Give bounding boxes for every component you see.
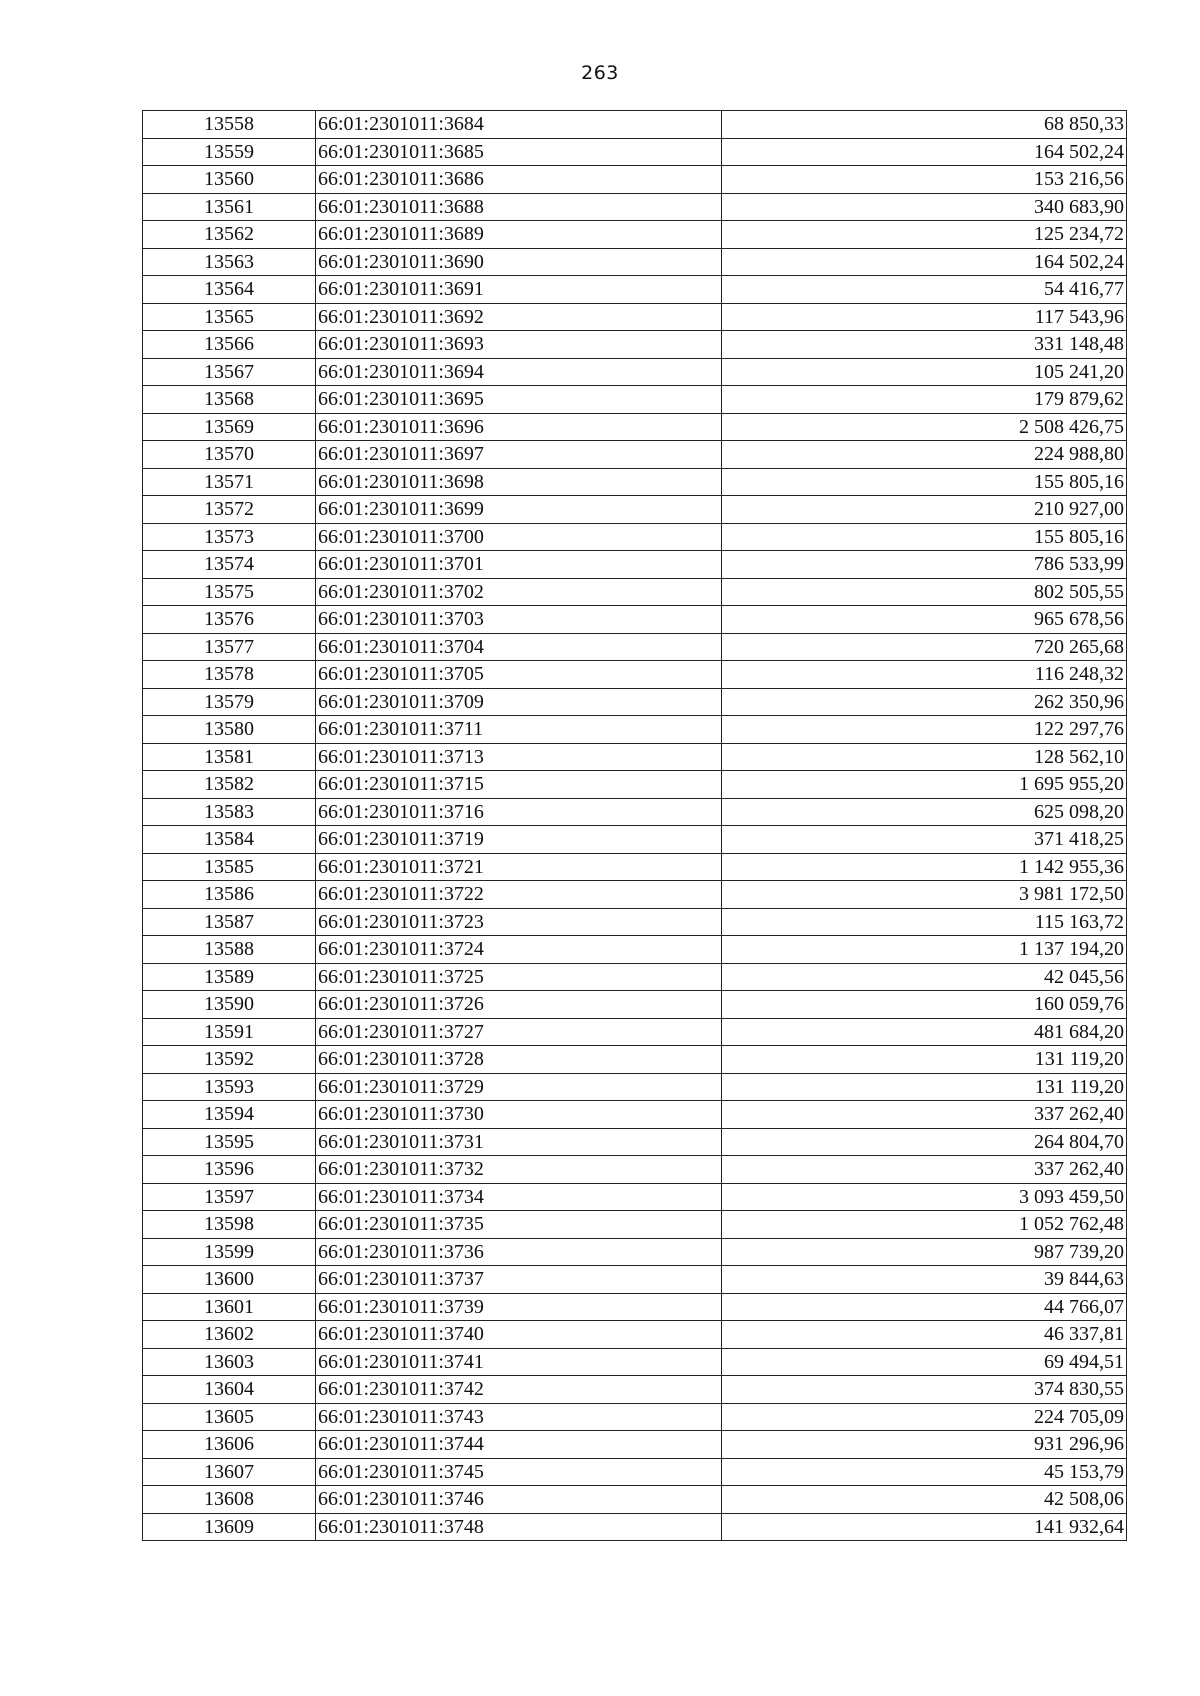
cadastral-number-cell: 66:01:2301011:3748 (316, 1513, 722, 1541)
table-row (143, 551, 1127, 579)
table-row (143, 1376, 1127, 1404)
table-row (143, 1211, 1127, 1239)
table-row (143, 743, 1127, 771)
cadastral-value-cell: 54 416,77 (722, 276, 1127, 304)
table-row (143, 633, 1127, 661)
row-number-cell: 13604 (143, 1376, 316, 1404)
table-row (143, 1073, 1127, 1101)
cadastral-number-cell: 66:01:2301011:3711 (316, 716, 722, 744)
cadastral-number-cell: 66:01:2301011:3701 (316, 551, 722, 579)
cadastral-value-cell: 625 098,20 (722, 798, 1127, 826)
table-row (143, 1183, 1127, 1211)
cadastral-value-cell: 44 766,07 (722, 1293, 1127, 1321)
cadastral-number-cell: 66:01:2301011:3704 (316, 633, 722, 661)
row-number-cell: 13562 (143, 221, 316, 249)
row-number-cell: 13558 (143, 111, 316, 139)
cadastral-value-cell: 39 844,63 (722, 1266, 1127, 1294)
cadastral-number-cell: 66:01:2301011:3723 (316, 908, 722, 936)
table-row (143, 881, 1127, 909)
table-row (143, 1238, 1127, 1266)
row-number-cell: 13574 (143, 551, 316, 579)
cadastral-number-cell: 66:01:2301011:3739 (316, 1293, 722, 1321)
cadastral-number-cell: 66:01:2301011:3705 (316, 661, 722, 689)
cadastral-value-cell: 224 988,80 (722, 441, 1127, 469)
page-number: 263 (581, 62, 619, 84)
cadastral-number-cell: 66:01:2301011:3743 (316, 1403, 722, 1431)
cadastral-value-cell: 965 678,56 (722, 606, 1127, 634)
table-row (143, 303, 1127, 331)
row-number-cell: 13560 (143, 166, 316, 194)
row-number-cell: 13595 (143, 1128, 316, 1156)
row-number-cell: 13585 (143, 853, 316, 881)
cadastral-value-cell: 3 981 172,50 (722, 881, 1127, 909)
table-row (143, 798, 1127, 826)
cadastral-value-cell: 3 093 459,50 (722, 1183, 1127, 1211)
cadastral-value-cell: 155 805,16 (722, 468, 1127, 496)
row-number-cell: 13596 (143, 1156, 316, 1184)
cadastral-value-cell: 264 804,70 (722, 1128, 1127, 1156)
table-row (143, 606, 1127, 634)
table-body (143, 111, 1127, 1541)
cadastral-number-cell: 66:01:2301011:3745 (316, 1458, 722, 1486)
cadastral-value-cell: 481 684,20 (722, 1018, 1127, 1046)
row-number-cell: 13602 (143, 1321, 316, 1349)
cadastral-value-cell: 42 045,56 (722, 963, 1127, 991)
row-number-cell: 13591 (143, 1018, 316, 1046)
row-number-cell: 13590 (143, 991, 316, 1019)
table-row (143, 1293, 1127, 1321)
table-row (143, 1513, 1127, 1541)
cadastral-number-cell: 66:01:2301011:3692 (316, 303, 722, 331)
row-number-cell: 13601 (143, 1293, 316, 1321)
cadastral-number-cell: 66:01:2301011:3737 (316, 1266, 722, 1294)
row-number-cell: 13594 (143, 1101, 316, 1129)
table-row (143, 853, 1127, 881)
row-number-cell: 13584 (143, 826, 316, 854)
row-number-cell: 13592 (143, 1046, 316, 1074)
table-row (143, 826, 1127, 854)
row-number-cell: 13579 (143, 688, 316, 716)
cadastral-value-cell: 160 059,76 (722, 991, 1127, 1019)
row-number-cell: 13578 (143, 661, 316, 689)
cadastral-number-cell: 66:01:2301011:3686 (316, 166, 722, 194)
table-row (143, 771, 1127, 799)
cadastral-value-cell: 224 705,09 (722, 1403, 1127, 1431)
table-row (143, 496, 1127, 524)
cadastral-value-cell: 337 262,40 (722, 1101, 1127, 1129)
cadastral-number-cell: 66:01:2301011:3728 (316, 1046, 722, 1074)
row-number-cell: 13565 (143, 303, 316, 331)
cadastral-number-cell: 66:01:2301011:3716 (316, 798, 722, 826)
table-row (143, 1101, 1127, 1129)
table-row (143, 331, 1127, 359)
row-number-cell: 13567 (143, 358, 316, 386)
table-row (143, 1266, 1127, 1294)
cadastral-value-cell: 786 533,99 (722, 551, 1127, 579)
cadastral-number-cell: 66:01:2301011:3693 (316, 331, 722, 359)
cadastral-value-cell: 42 508,06 (722, 1486, 1127, 1514)
row-number-cell: 13598 (143, 1211, 316, 1239)
row-number-cell: 13587 (143, 908, 316, 936)
cadastral-number-cell: 66:01:2301011:3689 (316, 221, 722, 249)
row-number-cell: 13573 (143, 523, 316, 551)
table-row (143, 221, 1127, 249)
cadastral-value-cell: 164 502,24 (722, 138, 1127, 166)
table-row (143, 661, 1127, 689)
table-row (143, 386, 1127, 414)
cadastral-number-cell: 66:01:2301011:3695 (316, 386, 722, 414)
cadastral-value-cell: 115 163,72 (722, 908, 1127, 936)
cadastral-value-cell: 2 508 426,75 (722, 413, 1127, 441)
cadastral-value-cell: 45 153,79 (722, 1458, 1127, 1486)
row-number-cell: 13607 (143, 1458, 316, 1486)
table-row (143, 468, 1127, 496)
table-row (143, 138, 1127, 166)
row-number-cell: 13581 (143, 743, 316, 771)
cadastral-value-cell: 125 234,72 (722, 221, 1127, 249)
table-row (143, 441, 1127, 469)
cadastral-value-cell: 117 543,96 (722, 303, 1127, 331)
cadastral-number-cell: 66:01:2301011:3690 (316, 248, 722, 276)
row-number-cell: 13572 (143, 496, 316, 524)
row-number-cell: 13568 (143, 386, 316, 414)
cadastral-number-cell: 66:01:2301011:3734 (316, 1183, 722, 1211)
cadastral-value-cell: 122 297,76 (722, 716, 1127, 744)
table-row (143, 1403, 1127, 1431)
cadastral-number-cell: 66:01:2301011:3724 (316, 936, 722, 964)
row-number-cell: 13609 (143, 1513, 316, 1541)
cadastral-number-cell: 66:01:2301011:3700 (316, 523, 722, 551)
row-number-cell: 13569 (143, 413, 316, 441)
table-row (143, 1431, 1127, 1459)
cadastral-value-cell: 153 216,56 (722, 166, 1127, 194)
cadastral-value-cell: 987 739,20 (722, 1238, 1127, 1266)
cadastral-number-cell: 66:01:2301011:3709 (316, 688, 722, 716)
row-number-cell: 13559 (143, 138, 316, 166)
row-number-cell: 13561 (143, 193, 316, 221)
row-number-cell: 13564 (143, 276, 316, 304)
cadastral-value-cell: 802 505,55 (722, 578, 1127, 606)
cadastral-number-cell: 66:01:2301011:3703 (316, 606, 722, 634)
cadastral-number-cell: 66:01:2301011:3730 (316, 1101, 722, 1129)
cadastral-number-cell: 66:01:2301011:3713 (316, 743, 722, 771)
cadastral-number-cell: 66:01:2301011:3696 (316, 413, 722, 441)
table-row (143, 963, 1127, 991)
row-number-cell: 13603 (143, 1348, 316, 1376)
row-number-cell: 13599 (143, 1238, 316, 1266)
cadastral-number-cell: 66:01:2301011:3685 (316, 138, 722, 166)
cadastral-number-cell: 66:01:2301011:3727 (316, 1018, 722, 1046)
cadastral-value-cell: 340 683,90 (722, 193, 1127, 221)
cadastral-number-cell: 66:01:2301011:3694 (316, 358, 722, 386)
cadastral-number-cell: 66:01:2301011:3721 (316, 853, 722, 881)
cadastral-value-cell: 105 241,20 (722, 358, 1127, 386)
cadastral-value-cell: 69 494,51 (722, 1348, 1127, 1376)
table-row (143, 688, 1127, 716)
cadastral-number-cell: 66:01:2301011:3702 (316, 578, 722, 606)
row-number-cell: 13576 (143, 606, 316, 634)
cadastral-value-cell: 210 927,00 (722, 496, 1127, 524)
cadastral-value-cell: 128 562,10 (722, 743, 1127, 771)
table-row (143, 1046, 1127, 1074)
row-number-cell: 13597 (143, 1183, 316, 1211)
cadastral-value-cell: 262 350,96 (722, 688, 1127, 716)
table-row (143, 166, 1127, 194)
row-number-cell: 13563 (143, 248, 316, 276)
table-row (143, 716, 1127, 744)
table-row (143, 908, 1127, 936)
cadastral-number-cell: 66:01:2301011:3688 (316, 193, 722, 221)
row-number-cell: 13580 (143, 716, 316, 744)
cadastral-number-cell: 66:01:2301011:3731 (316, 1128, 722, 1156)
cadastral-value-table (142, 110, 1127, 1541)
cadastral-value-cell: 155 805,16 (722, 523, 1127, 551)
row-number-cell: 13577 (143, 633, 316, 661)
row-number-cell: 13600 (143, 1266, 316, 1294)
table-row (143, 248, 1127, 276)
table-row (143, 1128, 1127, 1156)
row-number-cell: 13608 (143, 1486, 316, 1514)
cadastral-number-cell: 66:01:2301011:3740 (316, 1321, 722, 1349)
cadastral-number-cell: 66:01:2301011:3726 (316, 991, 722, 1019)
row-number-cell: 13566 (143, 331, 316, 359)
row-number-cell: 13605 (143, 1403, 316, 1431)
cadastral-number-cell: 66:01:2301011:3684 (316, 111, 722, 139)
table-row (143, 936, 1127, 964)
table-row (143, 1156, 1127, 1184)
cadastral-value-cell: 164 502,24 (722, 248, 1127, 276)
cadastral-number-cell: 66:01:2301011:3732 (316, 1156, 722, 1184)
cadastral-number-cell: 66:01:2301011:3699 (316, 496, 722, 524)
cadastral-number-cell: 66:01:2301011:3725 (316, 963, 722, 991)
row-number-cell: 13582 (143, 771, 316, 799)
cadastral-number-cell: 66:01:2301011:3741 (316, 1348, 722, 1376)
cadastral-number-cell: 66:01:2301011:3698 (316, 468, 722, 496)
row-number-cell: 13606 (143, 1431, 316, 1459)
cadastral-value-cell: 46 337,81 (722, 1321, 1127, 1349)
row-number-cell: 13571 (143, 468, 316, 496)
table-row (143, 1348, 1127, 1376)
cadastral-value-cell: 1 052 762,48 (722, 1211, 1127, 1239)
cadastral-number-cell: 66:01:2301011:3691 (316, 276, 722, 304)
table-row (143, 276, 1127, 304)
row-number-cell: 13588 (143, 936, 316, 964)
table-row (143, 111, 1127, 139)
cadastral-value-cell: 720 265,68 (722, 633, 1127, 661)
cadastral-number-cell: 66:01:2301011:3736 (316, 1238, 722, 1266)
table-row (143, 1018, 1127, 1046)
cadastral-number-cell: 66:01:2301011:3729 (316, 1073, 722, 1101)
cadastral-value-cell: 1 695 955,20 (722, 771, 1127, 799)
cadastral-number-cell: 66:01:2301011:3742 (316, 1376, 722, 1404)
cadastral-value-cell: 131 119,20 (722, 1073, 1127, 1101)
table-row (143, 1458, 1127, 1486)
cadastral-number-cell: 66:01:2301011:3697 (316, 441, 722, 469)
table-row (143, 413, 1127, 441)
row-number-cell: 13586 (143, 881, 316, 909)
table-row (143, 1321, 1127, 1349)
cadastral-number-cell: 66:01:2301011:3722 (316, 881, 722, 909)
cadastral-value-cell: 371 418,25 (722, 826, 1127, 854)
cadastral-value-cell: 337 262,40 (722, 1156, 1127, 1184)
cadastral-number-cell: 66:01:2301011:3735 (316, 1211, 722, 1239)
cadastral-value-cell: 931 296,96 (722, 1431, 1127, 1459)
row-number-cell: 13575 (143, 578, 316, 606)
cadastral-number-cell: 66:01:2301011:3715 (316, 771, 722, 799)
table-row (143, 358, 1127, 386)
table-row (143, 193, 1127, 221)
cadastral-number-cell: 66:01:2301011:3746 (316, 1486, 722, 1514)
cadastral-value-cell: 179 879,62 (722, 386, 1127, 414)
cadastral-number-cell: 66:01:2301011:3719 (316, 826, 722, 854)
row-number-cell: 13589 (143, 963, 316, 991)
cadastral-number-cell: 66:01:2301011:3744 (316, 1431, 722, 1459)
cadastral-value-cell: 68 850,33 (722, 111, 1127, 139)
row-number-cell: 13583 (143, 798, 316, 826)
table-row (143, 1486, 1127, 1514)
cadastral-value-cell: 1 142 955,36 (722, 853, 1127, 881)
row-number-cell: 13593 (143, 1073, 316, 1101)
cadastral-value-cell: 116 248,32 (722, 661, 1127, 689)
table-row (143, 991, 1127, 1019)
row-number-cell: 13570 (143, 441, 316, 469)
cadastral-value-cell: 374 830,55 (722, 1376, 1127, 1404)
table-row (143, 578, 1127, 606)
table-row (143, 523, 1127, 551)
cadastral-value-cell: 331 148,48 (722, 331, 1127, 359)
cadastral-value-cell: 1 137 194,20 (722, 936, 1127, 964)
cadastral-value-cell: 131 119,20 (722, 1046, 1127, 1074)
cadastral-value-cell: 141 932,64 (722, 1513, 1127, 1541)
